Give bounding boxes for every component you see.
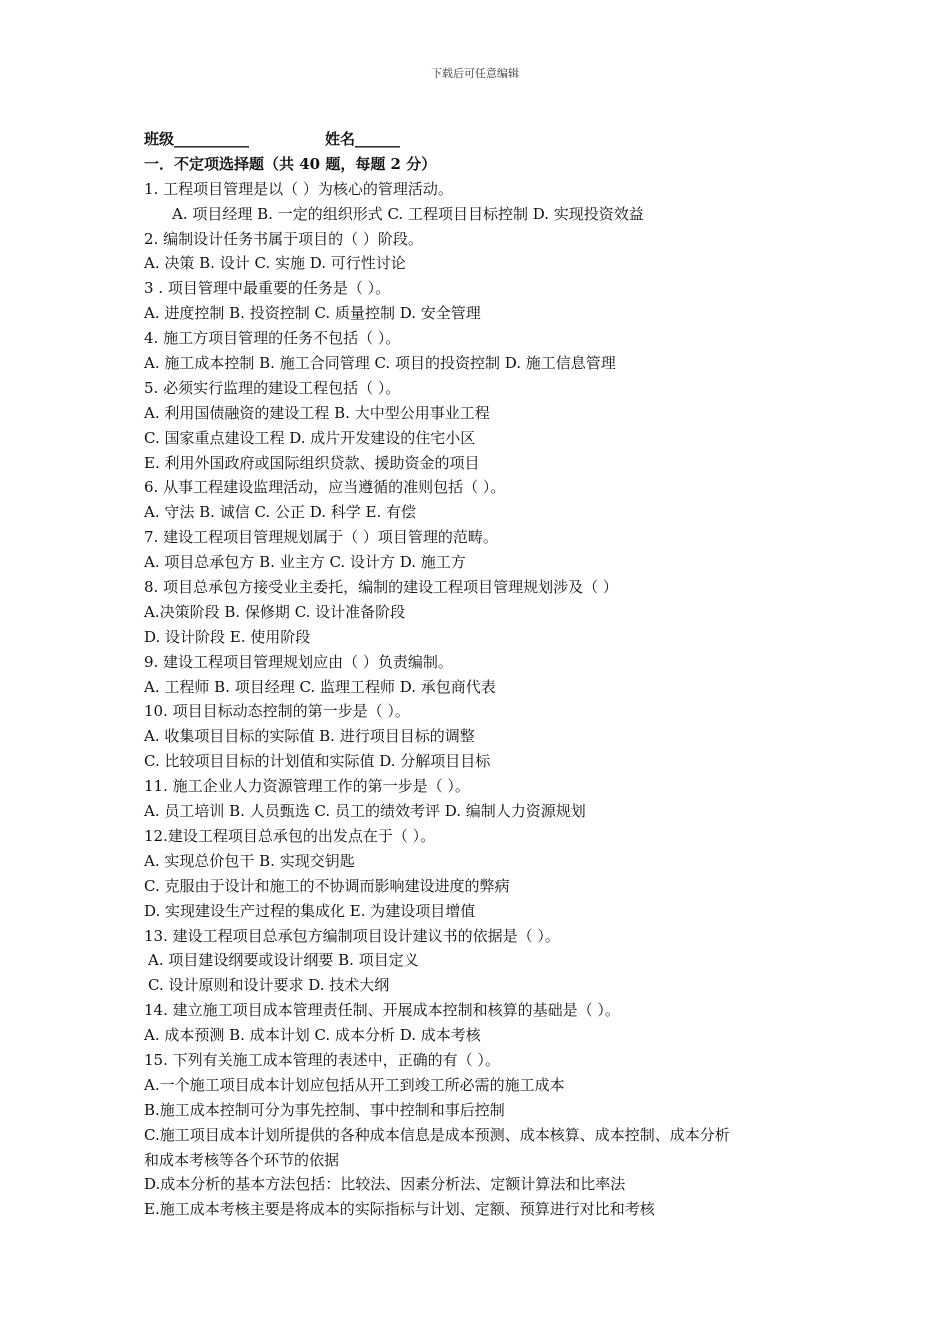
question-stem: 15. 下列有关施工成本管理的表述中，正确的有（ ）。 bbox=[144, 1050, 500, 1069]
question-stem: 12.建设工程项目总承包的出发点在于（ ）。 bbox=[144, 826, 436, 845]
question-option-line: D.成本分析的基本方法包括：比较法、因素分析法、定额计算法和比率法 bbox=[144, 1175, 626, 1194]
question-option-line: B.施工成本控制可分为事先控制、事中控制和事后控制 bbox=[144, 1100, 505, 1119]
question-stem: 9. 建设工程项目管理规划应由（ ）负责编制。 bbox=[144, 652, 453, 671]
question-option-line: A. 工程师 B. 项目经理 C. 监理工程师 D. 承包商代表 bbox=[144, 677, 496, 696]
class-field-label: 班级__________ bbox=[144, 130, 250, 148]
question-option-line: E.施工成本考核主要是将成本的实际指标与计划、定额、预算进行对比和考核 bbox=[144, 1200, 655, 1219]
question-option-line: A. 利用国债融资的建设工程 B. 大中型公用事业工程 bbox=[144, 403, 490, 422]
question-stem: 7. 建设工程项目管理规划属于（ ）项目管理的范畴。 bbox=[144, 528, 498, 547]
question-option-line: A. 施工成本控制 B. 施工合同管理 C. 项目的投资控制 D. 施工信息管理 bbox=[144, 354, 616, 373]
question-option-line: C.施工项目成本计划所提供的各种成本信息是成本预测、成本核算、成本控制、成本分析 bbox=[144, 1125, 730, 1144]
question-option-line: C. 克服由于设计和施工的不协调而影响建设进度的弊病 bbox=[144, 876, 510, 895]
question-stem: 3 . 项目管理中最重要的任务是（ ）。 bbox=[144, 279, 391, 298]
question-stem: 6. 从事工程建设监理活动，应当遵循的准则包括（ ）。 bbox=[144, 478, 506, 497]
exam-content bbox=[144, 127, 844, 1222]
question-stem: 5. 必须实行监理的建设工程包括（ ）。 bbox=[144, 378, 401, 397]
question-stem: 11. 施工企业人力资源管理工作的第一步是（ ）。 bbox=[144, 777, 470, 796]
question-stem: 13. 建设工程项目总承包方编制项目设计建议书的依据是（ ）。 bbox=[144, 926, 560, 945]
question-option-line: A. 员工培训 B. 人员甄选 C. 员工的绩效考评 D. 编制人力资源规划 bbox=[144, 802, 586, 821]
section-title: 一．不定项选择题（共 40 题，每题 2 分） bbox=[144, 154, 437, 173]
question-stem: 1. 工程项目管理是以（ ）为核心的管理活动。 bbox=[144, 179, 453, 198]
question-option-line: C. 设计原则和设计要求 D. 技术大纲 bbox=[148, 976, 390, 995]
question-option-line: 和成本考核等各个环节的依据 bbox=[144, 1150, 340, 1169]
question-stem: 10. 项目目标动态控制的第一步是（ ）。 bbox=[144, 702, 410, 721]
question-stem: 14. 建立施工项目成本管理责任制、开展成本控制和核算的基础是（ ）。 bbox=[144, 1001, 620, 1020]
name-field-label: 姓名______ bbox=[325, 130, 401, 148]
question-option-line: C. 国家重点建设工程 D. 成片开发建设的住宅小区 bbox=[144, 428, 476, 447]
question-option-line: D. 实现建设生产过程的集成化 E. 为建设项目增值 bbox=[144, 901, 476, 920]
header-note: 下载后可任意编辑 bbox=[431, 67, 519, 80]
question-option-line: A. 实现总价包干 B. 实现交钥匙 bbox=[144, 851, 355, 870]
question-option-line: A. 守法 B. 诚信 C. 公正 D. 科学 E. 有偿 bbox=[144, 503, 416, 522]
question-option-line: A. 进度控制 B. 投资控制 C. 质量控制 D. 安全管理 bbox=[144, 304, 481, 323]
question-option-line: A. 决策 B. 设计 C. 实施 D. 可行性讨论 bbox=[144, 254, 406, 273]
question-stem: 8. 项目总承包方接受业主委托，编制的建设工程项目管理规划涉及（ ） bbox=[144, 578, 618, 597]
question-list bbox=[144, 177, 844, 1222]
question-option-line: A. 项目总承包方 B. 业主方 C. 设计方 D. 施工方 bbox=[144, 553, 466, 572]
question-option-line: A.一个施工项目成本计划应包括从开工到竣工所必需的施工成本 bbox=[144, 1075, 565, 1094]
question-option-line: A. 成本预测 B. 成本计划 C. 成本分析 D. 成本考核 bbox=[144, 1026, 481, 1045]
question-stem: 2. 编制设计任务书属于项目的（ ）阶段。 bbox=[144, 229, 423, 248]
question-option-line: A. 项目建设纲要或设计纲要 B. 项目定义 bbox=[148, 951, 419, 970]
question-option-line: D. 设计阶段 E. 使用阶段 bbox=[144, 627, 311, 646]
question-option-line: A. 收集项目目标的实际值 B. 进行项目目标的调整 bbox=[144, 727, 475, 746]
student-info-line bbox=[144, 127, 844, 152]
question-stem: 4. 施工方项目管理的任务不包括（ ）。 bbox=[144, 329, 401, 348]
question-option-line: E. 利用外国政府或国际组织贷款、援助资金的项目 bbox=[144, 453, 480, 472]
question-option-line: C. 比较项目目标的计划值和实际值 D. 分解项目目标 bbox=[144, 752, 491, 771]
question-option-line: A. 项目经理 B. 一定的组织形式 C. 工程项目目标控制 D. 实现投资效益 bbox=[172, 204, 644, 223]
question-option-line: A.决策阶段 B. 保修期 C. 设计准备阶段 bbox=[144, 602, 406, 621]
